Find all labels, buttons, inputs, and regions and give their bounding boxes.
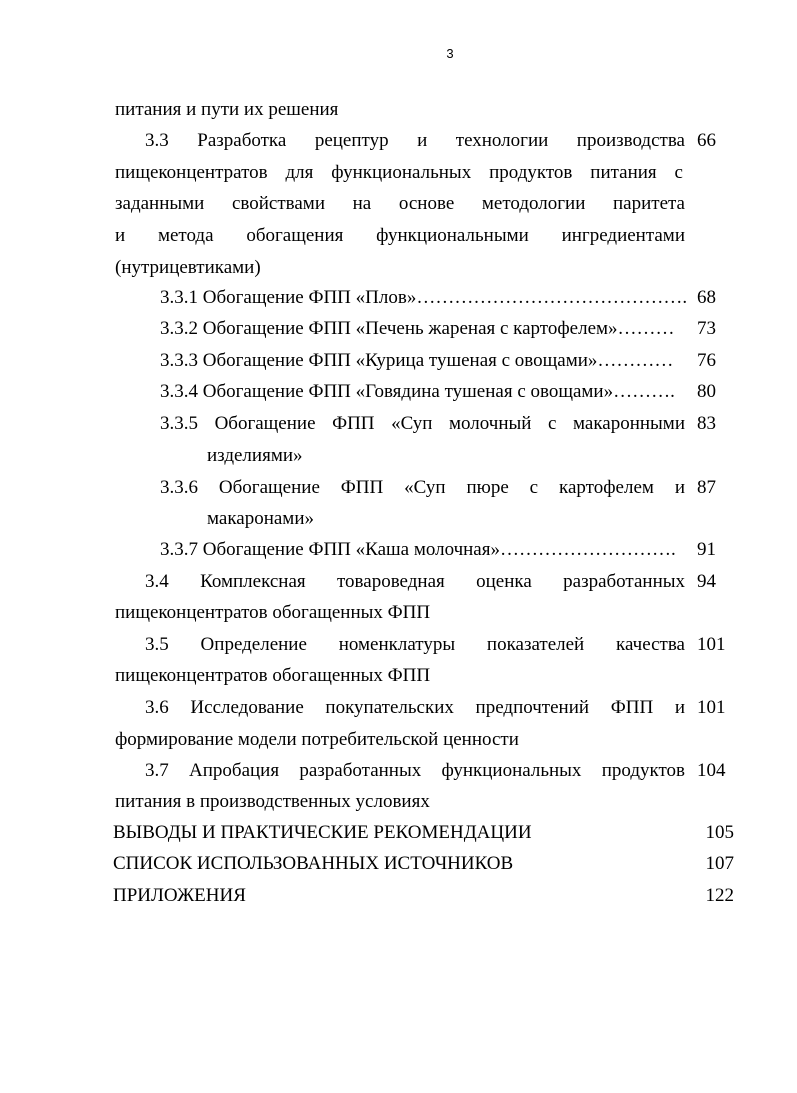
- toc-entry-line: 3.3.1 Обогащение ФПП «Плов»…………………………………….: [160, 287, 688, 308]
- toc-page-ref: 101: [697, 634, 726, 655]
- toc-page-ref: 101: [697, 697, 726, 718]
- toc-entry-line: макаронами»: [207, 508, 314, 529]
- toc-page-ref: 68: [697, 287, 716, 308]
- toc-page-ref: 80: [697, 381, 716, 402]
- toc-entry-line: 3.3.3 Обогащение ФПП «Курица тушеная с овощами»…………: [160, 350, 674, 371]
- toc-page-ref: 76: [697, 350, 716, 371]
- toc-page-ref: 107: [705, 853, 734, 874]
- toc-entry-line: 3.3.2 Обогащение ФПП «Печень жареная с картофелем»………: [160, 318, 675, 339]
- page-number: 3: [446, 46, 454, 61]
- toc-entry-line: 3.3.6 Обогащение ФПП «Суп пюре с картофелем и: [160, 477, 685, 498]
- toc-page-ref: 105: [705, 822, 734, 843]
- toc-page-ref: 104: [697, 760, 726, 781]
- toc-entry-line: 3.3.7 Обогащение ФПП «Каша молочная»……………………….: [160, 539, 676, 560]
- toc-page-ref: 73: [697, 318, 716, 339]
- toc-entry-line: (нутрицевтиками): [115, 257, 261, 278]
- toc-entry-line: заданными свойствами на основе методологии паритета: [115, 193, 685, 214]
- toc-entry-line: 3.3.5 Обогащение ФПП «Суп молочный с макаронными: [160, 413, 685, 434]
- toc-entry-line: ВЫВОДЫ И ПРАКТИЧЕСКИЕ РЕКОМЕНДАЦИИ: [113, 822, 532, 843]
- toc-page-ref: 94: [697, 571, 716, 592]
- toc-entry-line: ПРИЛОЖЕНИЯ: [113, 885, 246, 906]
- toc-entry-line: 3.3.4 Обогащение ФПП «Говядина тушеная с овощами»……….: [160, 381, 675, 402]
- toc-entry-line: питания в производственных условиях: [115, 791, 430, 812]
- toc-entry-line: пищеконцентратов для функциональных продуктов питания с: [115, 162, 683, 183]
- toc-continuation-line: питания и пути их решения: [115, 99, 339, 120]
- toc-page-ref: 83: [697, 413, 716, 434]
- toc-entry-line: формирование модели потребительской ценности: [115, 729, 519, 750]
- toc-page-ref: 66: [697, 130, 716, 151]
- toc-entry-line: 3.5 Определение номенклатуры показателей качества: [145, 634, 685, 655]
- toc-entry-line: и метода обогащения функциональными ингредиентами: [115, 225, 685, 246]
- toc-entry-line: 3.7 Апробация разработанных функциональных продуктов: [145, 760, 685, 781]
- toc-page-ref: 87: [697, 477, 716, 498]
- toc-page-ref: 91: [697, 539, 716, 560]
- toc-entry-line: 3.3 Разработка рецептур и технологии производства: [145, 130, 685, 151]
- toc-entry-line: пищеконцентратов обогащенных ФПП: [115, 602, 431, 623]
- toc-entry-line: 3.4 Комплексная товароведная оценка разработанных: [145, 571, 685, 592]
- toc-entry-line: изделиями»: [207, 445, 303, 466]
- toc-entry-line: 3.6 Исследование покупательских предпочтений ФПП и: [145, 697, 685, 718]
- toc-entry-line: пищеконцентратов обогащенных ФПП: [115, 665, 431, 686]
- toc-page-ref: 122: [705, 885, 734, 906]
- toc-entry-line: СПИСОК ИСПОЛЬЗОВАННЫХ ИСТОЧНИКОВ: [113, 853, 514, 874]
